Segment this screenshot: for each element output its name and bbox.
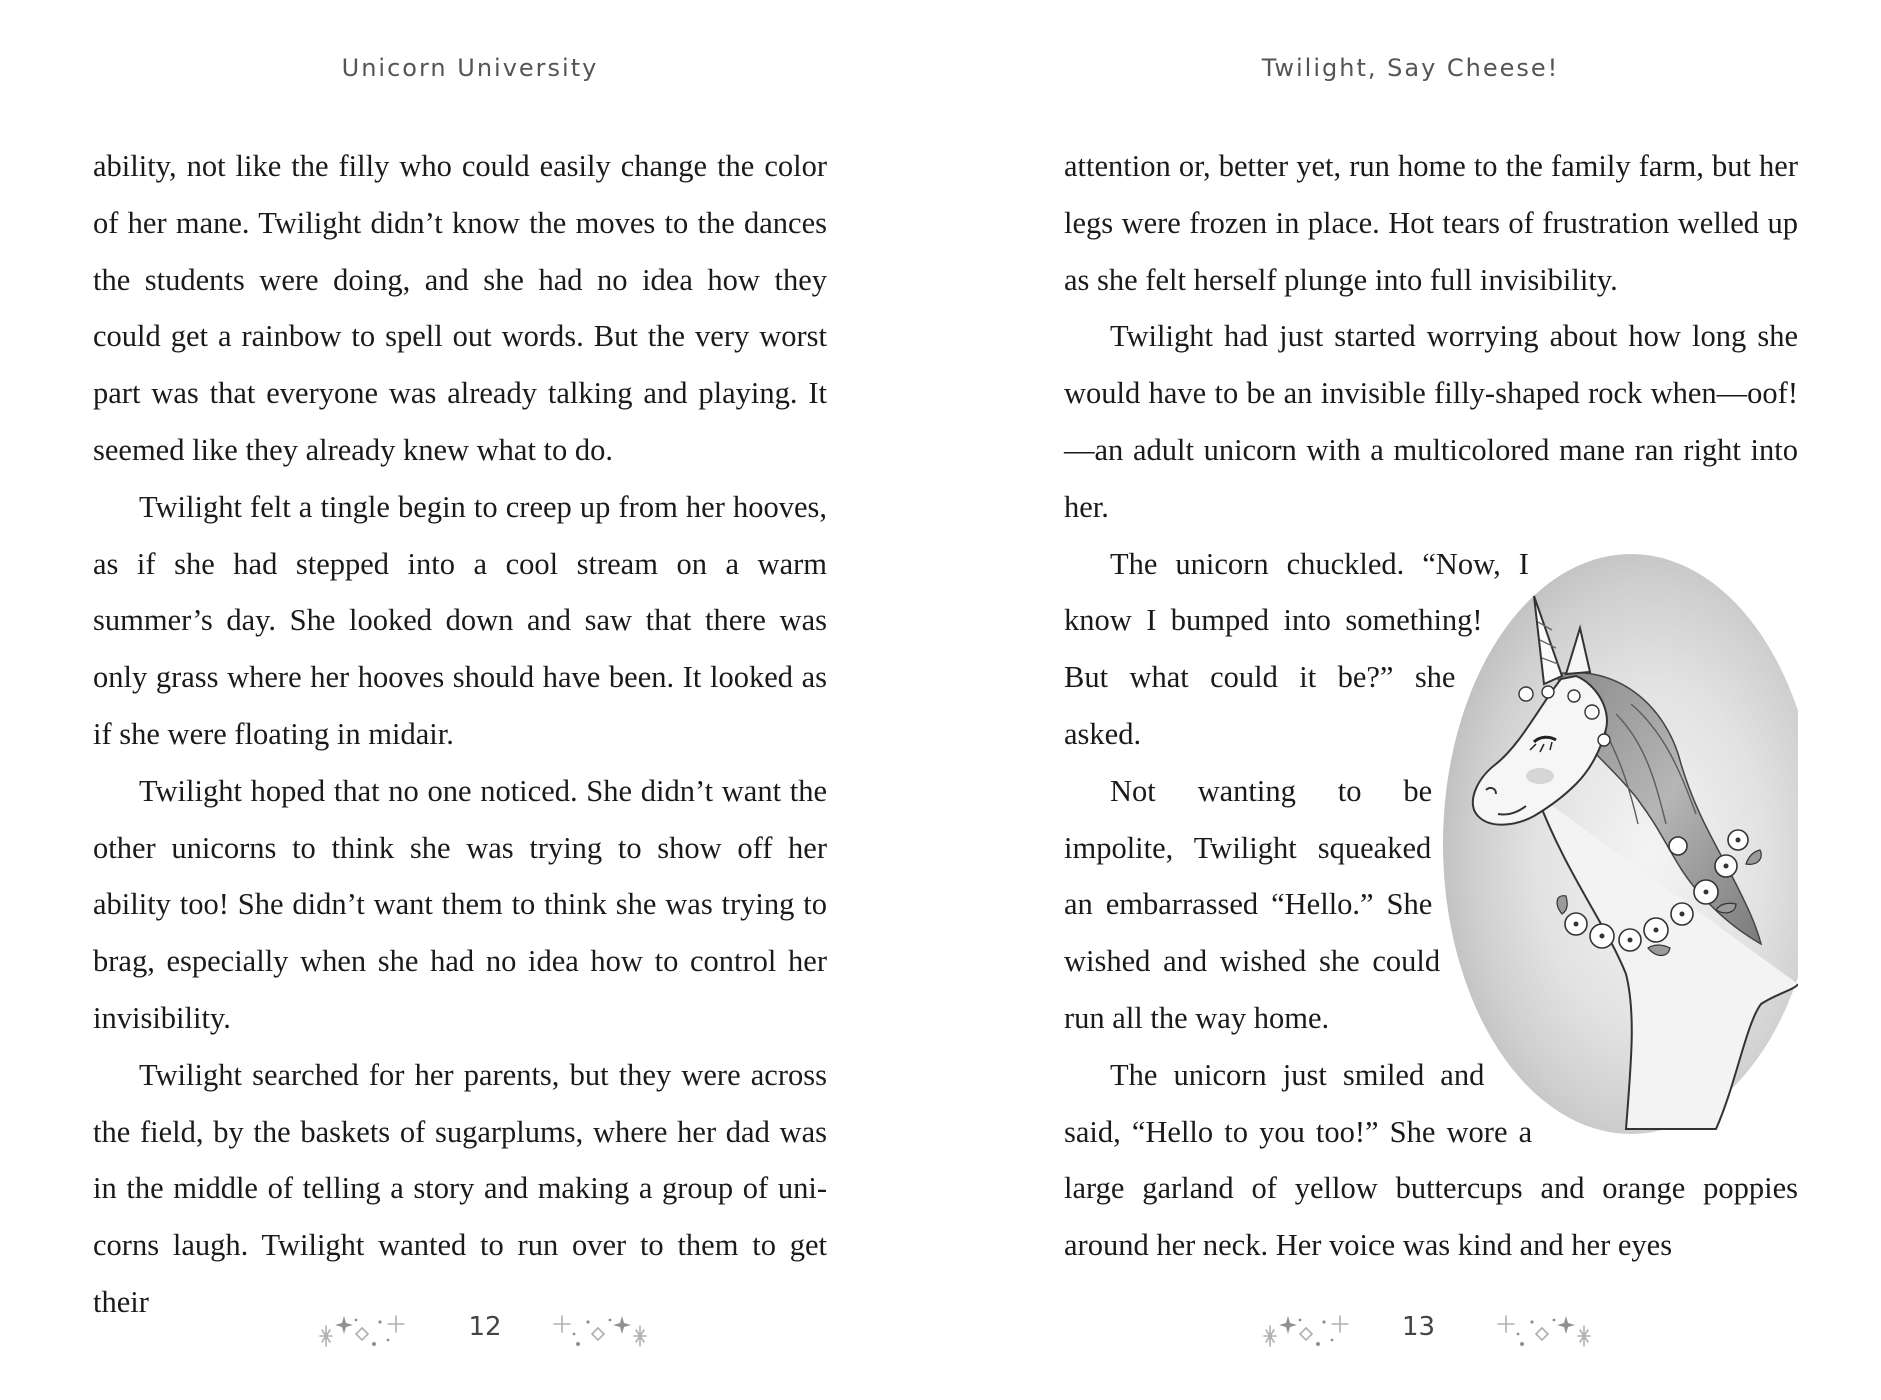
body-text	[93, 138, 827, 1331]
page-footer	[940, 1310, 1881, 1360]
paragraph: Twilight searched for her parents, but they were across the field, by the baskets of sugarplums, where her dad was in the middle of telling a story and making a group of unicorns laugh. Twilight wanted to run over to them to get their	[93, 1057, 827, 1319]
running-head: Twilight, Say Cheese!	[1261, 54, 1560, 82]
page-number: 12	[468, 1312, 502, 1342]
paragraph: Not wanting to be impolite, Twilight squeaked an embarrassed “Hello.” She wished and wished she could run all the way home.	[1064, 773, 1441, 1035]
sparkle-ornament-right-icon	[548, 1310, 648, 1356]
right-page	[940, 0, 1881, 1400]
page-number: 13	[1401, 1312, 1436, 1342]
paragraph: The unicorn just smiled and said, “Hello to you too!” She wore a large garland of yellow buttercups and orange poppies around her neck. Her voice was kind and her eyes	[1064, 1057, 1798, 1263]
sparkle-ornament-right-icon	[1492, 1310, 1592, 1356]
left-page	[0, 0, 940, 1400]
paragraph: attention or, better yet, run home to the family farm, but her legs were frozen in place. Hot tears of frustration welled up as she felt herself plunge into full invisibility.	[1064, 149, 1798, 297]
running-head: Unicorn University	[341, 54, 599, 82]
paragraph: Twilight felt a tingle begin to creep up from her hooves, as if she had stepped into a cool stream on a warm summer’s day. She looked down and saw that there was only grass where her hooves should have been. It looked as if she were floating in midair.	[93, 489, 827, 751]
paragraph: Twilight hoped that no one noticed. She didn’t want the other unicorns to think she was trying to show off her ability too! She didn’t want them to think she was trying to brag, especially when she had no idea how to control her invisibility.	[93, 773, 827, 1035]
page-footer	[0, 1310, 940, 1360]
paragraph: Twilight had just started worrying about how long she would have to be an invisible filly-shaped rock when—oof!—an adult unicorn with a multicolored mane ran right into her.	[1064, 319, 1798, 524]
body-text	[1064, 138, 1798, 1274]
paragraph: The unicorn chuckled. “Now, I know I bumped into something! But what could it be?” she asked.	[1064, 546, 1529, 751]
paragraph: ability, not like the filly who could easily change the color of her mane. Twilight didn’t know the moves to the dances the students were doing, and she had no idea how they could get a rainbow to spell out words. But the very worst part was that everyone was already talking and playing. It seemed like they already knew what to do.	[93, 149, 827, 467]
